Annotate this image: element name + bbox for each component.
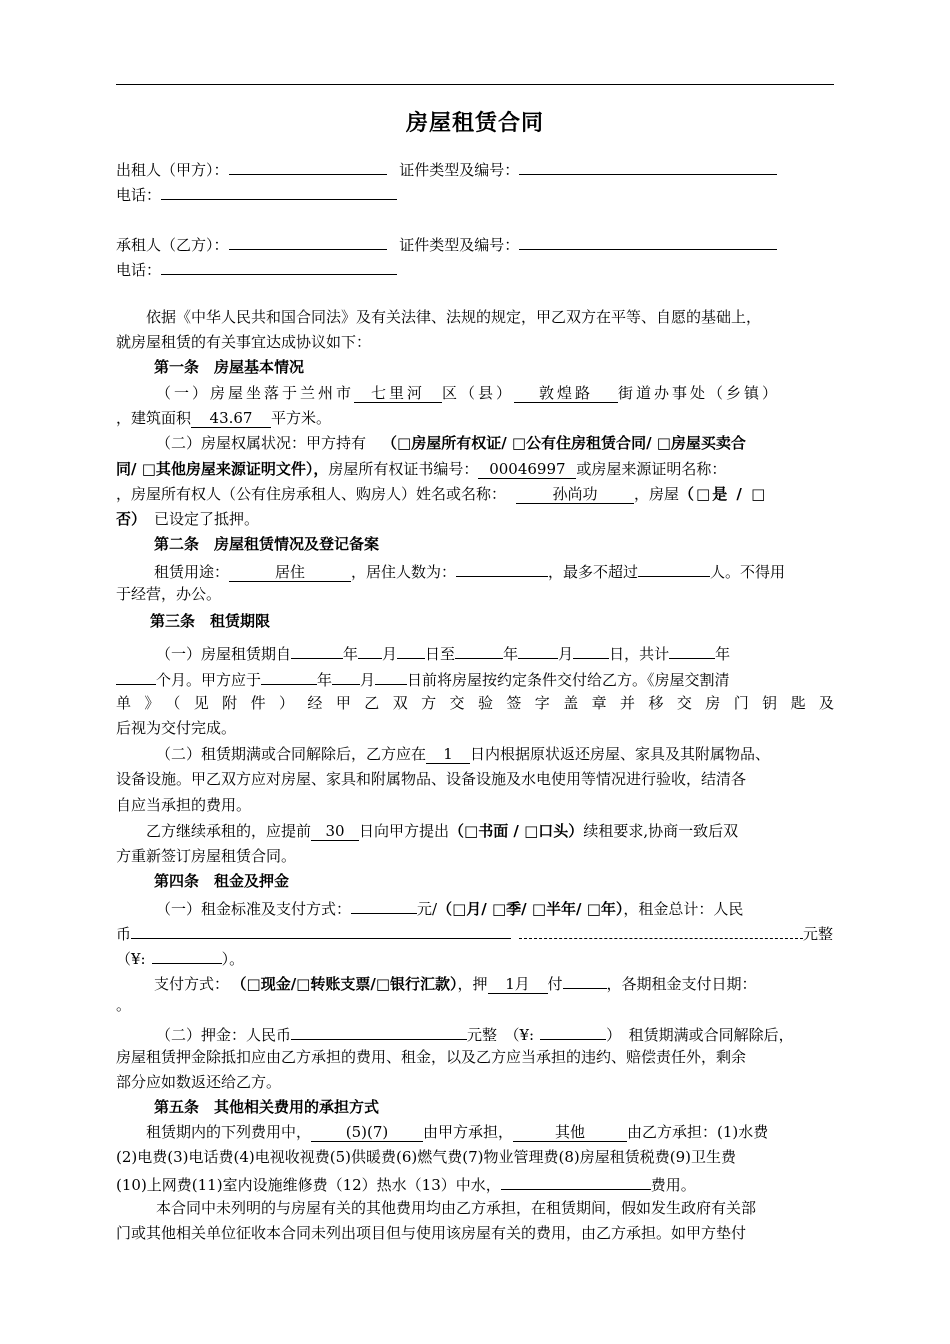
art1-area-line (116, 407, 834, 429)
delivery-text: 日前将房屋按约定条件交付给乙方。《房屋交割清 (407, 671, 730, 689)
lessor-fees-text: 由甲方承担， (423, 1123, 514, 1141)
art1-ownership-line-3 (116, 483, 834, 505)
mortgage-label: ，房屋 (634, 485, 680, 503)
article-5-heading: 第五条 其他相关费用的承担方式 (154, 1098, 380, 1116)
street-suffix: 街道办事处（乡镇） (618, 384, 781, 402)
lessor-name-label: 出租人（甲方）： (116, 161, 229, 179)
end-month-field[interactable] (518, 640, 558, 659)
art1-ownership-line-4 (116, 508, 834, 530)
yen-label: （¥: (116, 950, 146, 968)
month-label: 月 (382, 645, 398, 663)
end-day-field[interactable] (573, 640, 609, 659)
cert-no-label: 房屋所有权证书编号： (328, 460, 479, 478)
delivery-year-field[interactable] (261, 666, 317, 685)
occupants-label: ，居住人数为： (351, 563, 457, 581)
yen-amount-field[interactable] (152, 945, 222, 964)
purpose-field[interactable]: 居住 (229, 563, 351, 582)
year-label: 年 (715, 645, 731, 663)
ownership-doc-options[interactable]: （□房屋所有权证/ □公有住房租赁合同/ □房屋买卖合 (382, 434, 746, 452)
intro-line-1: 依据《中华人民共和国合同法》及有关法律、法规的规定，甲乙双方在平等、自愿的基础上， (146, 308, 762, 326)
rent-period-options[interactable]: （□月/ □季/ □半年/ □年） (437, 900, 624, 918)
area-label: ，建筑面积 (116, 409, 192, 427)
art5-line-2: (2)电费(3)电话费(4)电视收视费(5)供暖费(6)燃气费(7)物业管理费(8)房屋租赁税费(9)卫生费 (116, 1148, 736, 1166)
lessee-fees-text: 由乙方承担：(1)水费 (627, 1123, 769, 1141)
header-rule (116, 84, 834, 85)
purpose-label: 租赁用途： (154, 563, 230, 581)
art4-line-7: 房屋租赁押金除抵扣应由乙方承担的费用、租金，以及乙方应当承担的违约、赔偿责任外，剩余 (116, 1048, 747, 1066)
year-label: 年 (343, 645, 359, 663)
deposit-months-field[interactable]: 1月 (488, 975, 548, 994)
article-4-heading: 第四条 租金及押金 (154, 872, 290, 890)
lessee-phone-label: 电话： (116, 261, 162, 279)
deposit-text: ） 租赁期满或合同解除后， (606, 1026, 794, 1044)
lessor-line (116, 156, 834, 181)
art1-ownership-line-1 (116, 432, 874, 454)
lessee-id-field[interactable] (519, 231, 777, 250)
art5-line-3 (116, 1171, 834, 1196)
rent-total-label: ，租金总计：人民 (623, 900, 744, 918)
art4-line-8: 部分应如数返还给乙方。 (116, 1073, 282, 1091)
rent-total-words-field[interactable] (131, 920, 511, 939)
district-suffix: 区（县） (442, 384, 515, 402)
lessor-id-label: 证件类型及编号： (399, 161, 520, 179)
notice-days-field[interactable]: 30 (311, 822, 359, 841)
art5-line-4: 本合同中未列明的与房屋有关的其他费用均由乙方承担，在租赁期间，假如发生政府有关部 (156, 1199, 757, 1217)
start-day-field[interactable] (397, 640, 425, 659)
owner-label: ，房屋所有权人（公有住房承租人、购房人）姓名或名称： (116, 485, 507, 503)
year-label: 年 (317, 671, 333, 689)
art4-yen-line (116, 945, 834, 970)
art4-rent-line (116, 895, 874, 920)
art2-purpose-line (116, 558, 872, 583)
payment-options[interactable]: （□现金/□转账支票/□银行汇款） (239, 975, 458, 993)
other-fees-field[interactable] (501, 1171, 651, 1190)
article-2-heading: 第二条 房屋租赁情况及登记备案 (154, 535, 380, 553)
art3-return-line (116, 743, 874, 765)
area-unit: 平方米。 (271, 409, 332, 427)
max-occupants-label: ，最多不超过 (548, 563, 639, 581)
document-title: 房屋租赁合同 (405, 110, 544, 136)
pay-date-label: ，各期租金支付日期： (606, 975, 757, 993)
district-field[interactable]: 七里河 (354, 384, 442, 403)
art4-deposit-line (116, 1021, 874, 1046)
lessee-phone-field[interactable] (161, 256, 397, 275)
lessee-id-label: 证件类型及编号： (399, 236, 520, 254)
fees-list-text: (10)上网费(11)室内设施维修费（12）热水（13）中水， (116, 1176, 501, 1194)
rent-total-field[interactable] (519, 920, 803, 939)
art3-line-7: 自应当承担的费用。 (116, 796, 252, 814)
deposit-yen-label: 元整 （¥: (467, 1026, 535, 1044)
owner-field[interactable]: 孙尚功 (516, 485, 634, 504)
lessor-id-field[interactable] (519, 156, 777, 175)
art4-payment-line (116, 970, 872, 995)
renewal-label: 乙方继续承租的，应提前 (146, 822, 312, 840)
lessor-fees-field[interactable]: (5)(7) (311, 1123, 423, 1142)
pay-label: 付 (547, 975, 563, 993)
term-label: （一）房屋租赁期自 (156, 645, 292, 663)
renewal-options[interactable]: （□书面 / □口头） (449, 822, 584, 840)
currency-label: 币 (116, 925, 132, 943)
month-label: 月 (558, 645, 574, 663)
deposit-yen-field[interactable] (540, 1021, 606, 1040)
month-label: 月 (360, 671, 376, 689)
art4-line-5: 。 (116, 996, 132, 1014)
area-field[interactable]: 43.67 (191, 409, 271, 428)
ownership-text: （二）房屋权属状况：甲方持有 (156, 434, 367, 452)
end-year-field[interactable] (455, 640, 503, 659)
art3-line-9: 方重新签订房屋租赁合同。 (116, 847, 297, 865)
pay-months-field[interactable] (563, 970, 607, 989)
return-label: （二）租赁期满或合同解除后，乙方应在 (156, 745, 427, 763)
renewal-text-2: 续租要求,协商一致后双 (583, 822, 739, 840)
start-month-field[interactable] (358, 640, 382, 659)
lessor-name-field[interactable] (229, 156, 387, 175)
location-text: （一）房屋坐落于兰州市 (156, 384, 355, 402)
delivery-label: 个月。甲方应于 (156, 671, 262, 689)
deposit-label: ，押 (457, 975, 488, 993)
lessee-line (116, 231, 834, 256)
deposit-amount-label: （二）押金：人民币 (156, 1026, 292, 1044)
lessee-name-label: 承租人（乙方）： (116, 236, 229, 254)
street-field[interactable]: 敦煌路 (514, 384, 618, 403)
art3-delivery-line (116, 666, 834, 691)
delivery-month-field[interactable] (332, 666, 360, 685)
lessor-phone-field[interactable] (161, 181, 397, 200)
fees-label: 租赁期内的下列费用中， (146, 1123, 312, 1141)
total-label: 日，共计 (609, 645, 670, 663)
art3-line-4: 后视为交付完成。 (116, 719, 237, 737)
lessee-phone-line (116, 256, 834, 281)
return-text: 日内根据原状返还房屋、家具及其附属物品、 (470, 745, 771, 763)
lessor-phone-line (116, 181, 834, 206)
return-days-field[interactable]: 1 (426, 745, 470, 764)
intro-line-2: 就房屋租赁的有关事宜达成协议如下： (116, 333, 372, 351)
art3-term-line (116, 640, 874, 665)
to-label: 日至 (425, 645, 456, 663)
occupants-field[interactable] (456, 558, 548, 577)
mortgage-options-cont[interactable]: 否） (116, 510, 147, 528)
deposit-amount-field[interactable] (291, 1021, 467, 1040)
art1-ownership-line-2 (116, 458, 834, 480)
yen-suffix: ）。 (221, 950, 245, 968)
fees-suffix: 费用。 (650, 1176, 696, 1194)
max-occupants-field[interactable] (638, 558, 710, 577)
art5-line-5: 门或其他相关单位征收本合同未列出项目但与使用该房屋有关的费用，由乙方承担。如甲方垫付 (116, 1224, 747, 1242)
lessee-name-field[interactable] (229, 231, 387, 250)
art5-line-1 (116, 1121, 864, 1143)
cert-no-field[interactable]: 00046997 (478, 460, 576, 479)
lessee-fees-field[interactable]: 其他 (513, 1123, 627, 1142)
article-3-heading: 第三条 租赁期限 (150, 612, 271, 630)
total-months-field[interactable] (116, 666, 156, 685)
rent-label: （一）租金标准及支付方式： (156, 900, 352, 918)
article-1-heading: 第一条 房屋基本情况 (154, 358, 305, 376)
mortgage-options[interactable]: （□是 / □ (679, 485, 768, 503)
total-suffix: 元整 (803, 925, 834, 943)
art1-location-line (116, 382, 874, 404)
art4-total-line (116, 920, 834, 945)
total-years-field[interactable] (669, 640, 715, 659)
lessor-phone-label: 电话： (116, 186, 162, 204)
occupants-suffix: 人。不得用 (710, 563, 786, 581)
start-year-field[interactable] (291, 640, 343, 659)
art3-line-6: 设备设施。甲乙双方应对房屋、家具和附属物品、设备设施及水电使用等情况进行验收，结清各 (116, 770, 747, 788)
ownership-doc-options-cont[interactable]: 同/ □其他房屋来源证明文件）， (116, 460, 329, 478)
renewal-text: 日向甲方提出 (359, 822, 450, 840)
mortgage-text: 已设定了抵押。 (154, 510, 260, 528)
rent-unit: 元/ (417, 900, 438, 918)
rent-amount-field[interactable] (351, 895, 417, 914)
delivery-day-field[interactable] (375, 666, 407, 685)
source-name-label: 或房屋来源证明名称： (576, 460, 727, 478)
art3-renewal-line (116, 820, 864, 842)
art3-line-3: 单》（见附件）经甲乙双方交验签字盖章并移交房门钥匙及 (116, 694, 834, 712)
year-label: 年 (503, 645, 519, 663)
art2-line-2: 于经营，办公。 (116, 585, 222, 603)
payment-label: 支付方式： (154, 975, 230, 993)
